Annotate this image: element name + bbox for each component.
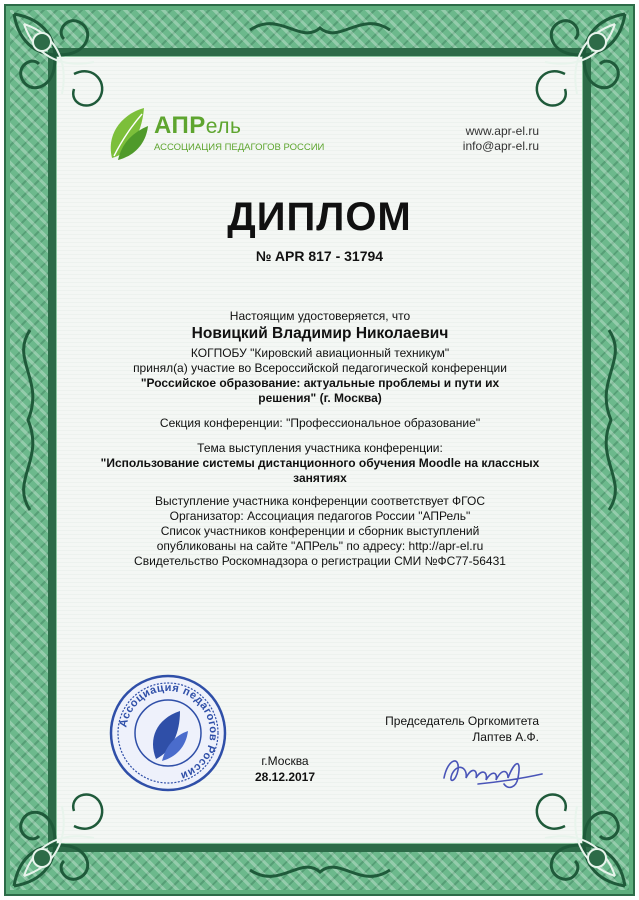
topic-label: Тема выступления участника конференции: <box>197 441 443 455</box>
logo-subtitle: АССОЦИАЦИЯ ПЕДАГОГОВ РОССИИ <box>154 142 325 153</box>
chair-title: Председатель Оргкомитета <box>385 714 539 728</box>
topic-line2: занятиях <box>293 471 347 485</box>
issue-date: 28.12.2017 <box>254 770 316 784</box>
publication-line2: опубликованы на сайте "АПРель" по адресу: http://apr-el.ru <box>156 539 484 553</box>
apr-logo <box>104 104 344 164</box>
chair-block <box>385 713 539 745</box>
conference-title-line2: решения" (г. Москва) <box>258 391 382 405</box>
certify-text: Настоящим удостоверяется, что <box>229 309 411 323</box>
diploma-number: № APR 817 - 31794 <box>255 248 384 264</box>
publication-line1: Список участников конференции и сборник выступлений <box>160 524 480 538</box>
conference-section: Секция конференции: "Профессиональное образование" <box>159 416 481 430</box>
contacts <box>463 124 539 154</box>
city: г.Москва <box>261 754 309 768</box>
recipient-name: Новицкий Владимир Николаевич <box>191 325 449 342</box>
logo-name: АПРель <box>154 112 242 139</box>
topic-line1: "Использование системы дистанционного обучения Moodle на классных <box>100 456 540 470</box>
city-date <box>240 753 330 785</box>
website-link: www.apr-el.ru <box>465 124 539 138</box>
organization-seal <box>108 673 228 793</box>
diploma-title: ДИПЛОМ <box>227 195 412 239</box>
participation-text: принял(а) участие во Всероссийской педагогической конференции <box>133 361 507 375</box>
conference-title-line1: "Российское образование: актуальные проблемы и пути их <box>140 376 500 390</box>
fgos-statement: Выступление участника конференции соответствует ФГОС <box>155 494 485 508</box>
email-link: info@apr-el.ru <box>462 139 539 153</box>
chair-name: Лаптев А.Ф. <box>472 730 539 744</box>
signature-icon <box>438 748 548 792</box>
registration: Свидетельство Роскомнадзора о регистрации СМИ №ФС77-56431 <box>134 554 506 568</box>
leaf-icon <box>104 104 150 162</box>
svg-text:Ассоциация педагогов России: Ассоциация педагогов России <box>117 681 220 782</box>
organization: КОГПОБУ "Кировский авиационный техникум" <box>190 346 450 360</box>
organizer: Организатор: Ассоциация педагогов России "АПРель" <box>169 509 471 523</box>
